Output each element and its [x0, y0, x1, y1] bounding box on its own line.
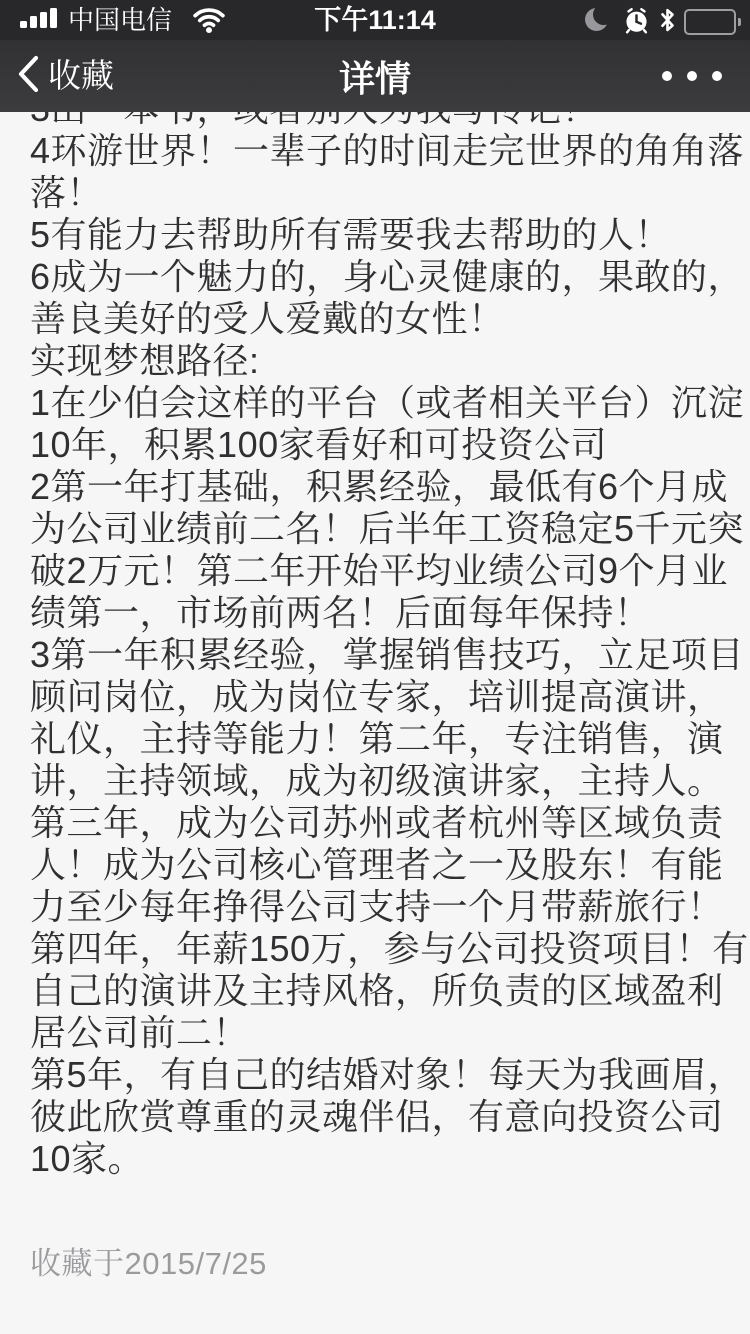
text-line: 为公司业绩前二名！后半年工资稳定5千元突: [30, 508, 745, 549]
text-line: 5有能力去帮助所有需要我去帮助的人！: [30, 214, 672, 255]
note-body: [30, 88, 749, 1180]
navigation-bar: [0, 40, 750, 112]
status-bar: [0, 0, 750, 40]
text-line: 善良美好的受人爱戴的女性！: [30, 298, 505, 339]
back-button-label: 收藏: [48, 57, 114, 94]
page-title: 详情: [338, 57, 411, 99]
text-line: 顾问岗位，成为岗位专家，培训提高演讲，: [30, 676, 724, 717]
text-line: 6成为一个魅力的，身心灵健康的，果敢的，: [30, 256, 745, 297]
text-line: 1在少伯会这样的平台（或者相关平台）沉淀: [30, 382, 745, 423]
text-line: 第四年，年薪150万，参与公司投资项目！有: [30, 928, 749, 969]
text-line: 10家。: [30, 1138, 145, 1179]
more-options-button[interactable]: [662, 40, 722, 112]
text-line: 绩第一，市场前两名！后面每年保持！: [30, 592, 651, 633]
text-line: 10年，积累100家看好和可投资公司: [30, 424, 608, 465]
carrier-label: 中国电信: [68, 5, 173, 35]
text-line: 自己的演讲及主持风格，所负责的区域盈利: [30, 970, 724, 1011]
text-line: 彼此欣赏尊重的灵魂伴侣，有意向投资公司: [30, 1096, 724, 1137]
battery-icon: [684, 9, 741, 35]
header: [0, 0, 750, 112]
status-time-label: 下午11:14: [314, 5, 436, 35]
text-line: 第三年，成为公司苏州或者杭州等区域负责: [30, 802, 724, 843]
text-line: 力至少每年挣得公司支持一个月带薪旅行！: [30, 886, 724, 927]
ellipsis-icon: [662, 71, 672, 81]
text-line: 破2万元！第二年开始平均业绩公司9个月业: [30, 550, 729, 591]
text-line: 居公司前二！: [30, 1012, 250, 1053]
text-line: 人！成为公司核心管理者之一及股东！有能: [30, 844, 724, 885]
text-line: 实现梦想路径:: [30, 340, 260, 381]
text-line: 3第一年积累经验，掌握销售技巧，立足项目: [30, 634, 745, 675]
alarm-clock-icon: [623, 7, 650, 39]
text-line: 第5年，有自己的结婚对象！每天为我画眉，: [30, 1054, 745, 1095]
text-line: 4环游世界！一辈子的时间走完世界的角角落: [30, 130, 745, 171]
text-line: 礼仪，主持等能力！第二年，专注销售，演: [30, 718, 724, 759]
text-line: 落！: [30, 172, 104, 213]
text-line: 讲，主持领域，成为初级演讲家，主持人。: [30, 760, 724, 801]
favorited-date-label: 收藏于2015/7/25: [30, 1246, 267, 1281]
text-line: 2第一年打基础，积累经验，最低有6个月成: [30, 466, 729, 507]
bluetooth-icon: [659, 8, 676, 38]
moon-icon: [585, 7, 611, 33]
